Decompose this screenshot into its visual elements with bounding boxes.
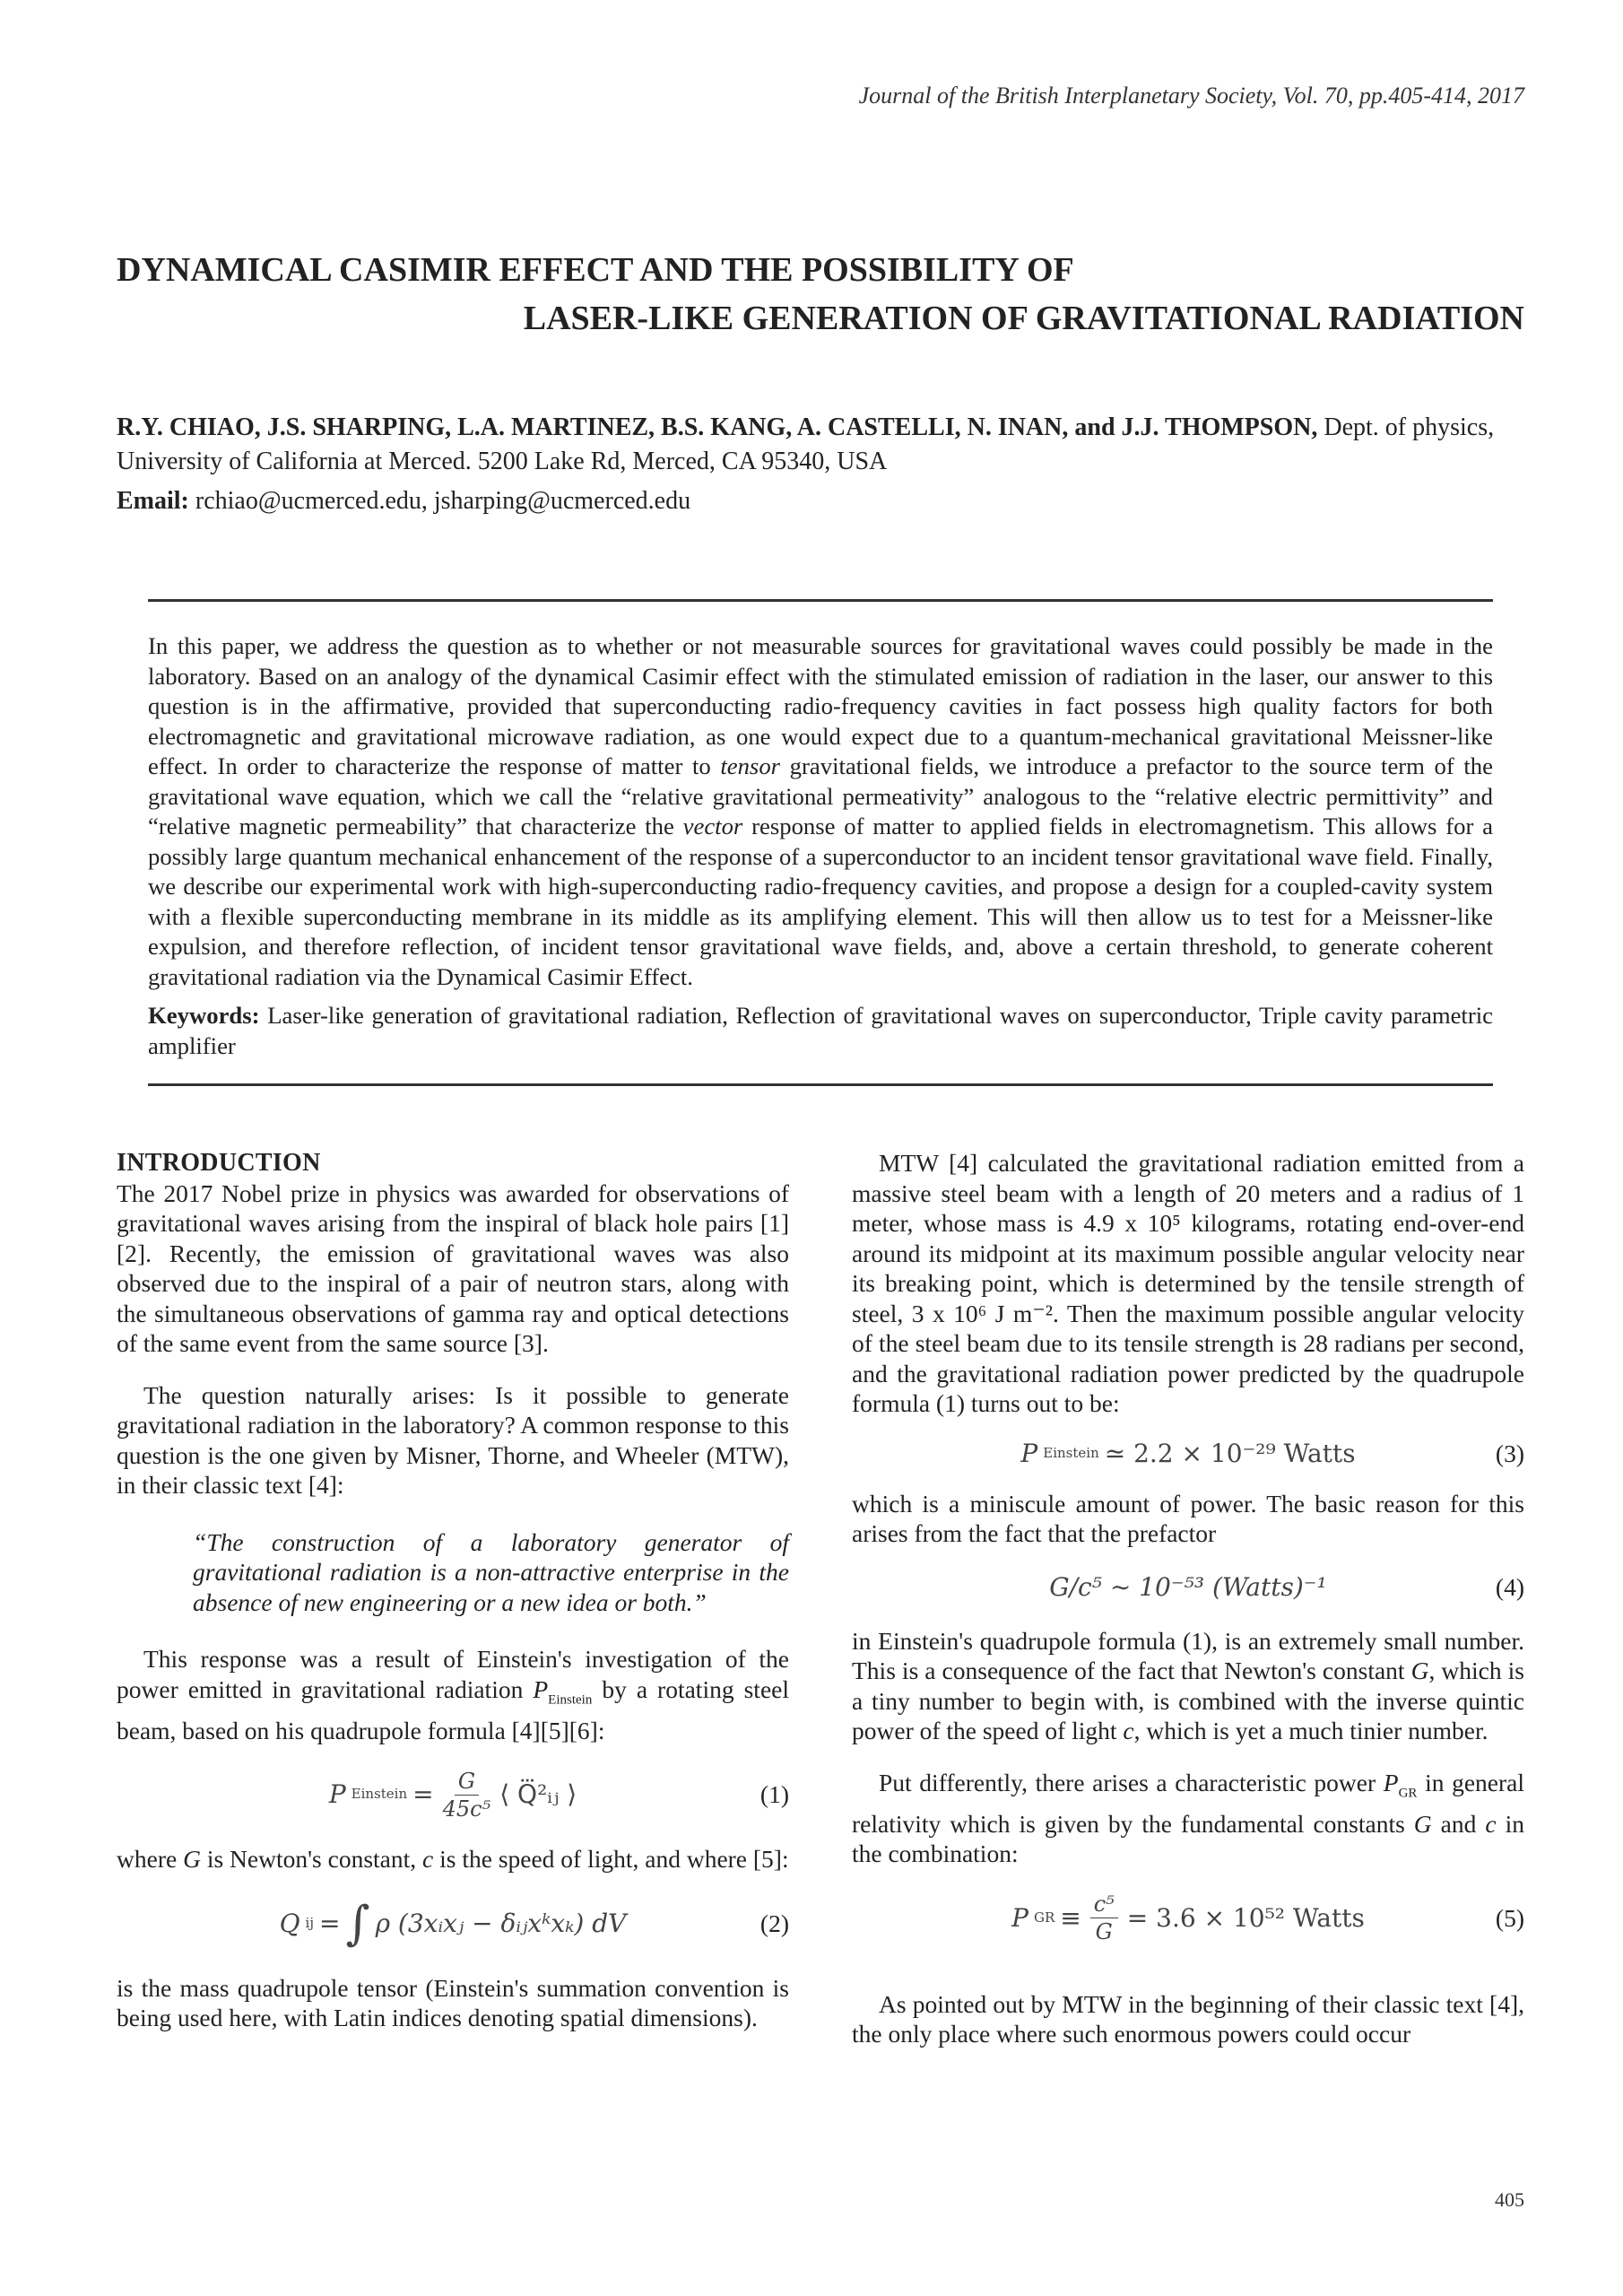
r-p4-text-b: in general relativity which is given by the fundamental constants (852, 1768, 1524, 1838)
eq1-numerator: G (455, 1768, 479, 1796)
eq5-symbol: P (1011, 1902, 1028, 1933)
page-number: 405 (1495, 2188, 1524, 2211)
r-p4-text-c: and (1431, 1809, 1486, 1838)
equation-4 (852, 1549, 1524, 1626)
intro-paragraph-1: The 2017 Nobel prize in physics was awarded for observations of gravitational waves arising from the inspiral of black hole pairs [1] [2]. Recently, the emission of gravitational waves was also observed due to the inspiral of a pair of neutron stars, along with the simultaneous observations of gamma ray and optical detections of the same event from the same source [3]. (117, 1178, 789, 1357)
equation-3-body (1020, 1439, 1355, 1469)
eq2-integral: ∫ (345, 1896, 370, 1951)
r-p4-text-d: in the combination: (852, 1809, 1524, 1867)
equation-5-number: (5) (1495, 1903, 1524, 1932)
p3-text-b: by a rotating steel beam, based on his quadrupole formula [4][5][6]: (117, 1674, 789, 1744)
right-paragraph-2: which is a miniscule amount of power. The basic reason for this arises from the fact that the prefactor (852, 1489, 1524, 1547)
eq3-symbol: P (1020, 1438, 1038, 1468)
eq5-sub: GR (1033, 1909, 1055, 1926)
eq5-numerator: c⁵ (1090, 1891, 1118, 1918)
left-column (117, 1148, 789, 2033)
title-line-1: DYNAMICAL CASIMIR EFFECT AND THE POSSIBILITY OF (117, 251, 1074, 289)
eq1-rhs: ⟨ Q⃛²ᵢⱼ ⟩ (499, 1779, 577, 1810)
equation-5-body (1011, 1891, 1365, 1945)
eq2-sub: ij (305, 1914, 314, 1931)
right-paragraph-3 (852, 1626, 1524, 1746)
p-einstein-subscript: Einstein (548, 1692, 593, 1707)
section-heading-introduction: INTRODUCTION (117, 1149, 321, 1177)
r-p4-symbol-G: G (1413, 1809, 1432, 1838)
author-block (117, 411, 1524, 479)
p4-text-c: is the speed of light, and where [5]: (433, 1845, 789, 1873)
email-label: Email: (117, 487, 189, 515)
keywords-label: Keywords: (148, 1002, 260, 1029)
eq5-rest: = 3.6 × 10⁵² Watts (1126, 1902, 1365, 1933)
abstract-top-rule (148, 599, 1493, 602)
keywords (148, 1001, 1493, 1061)
eq1-sub: Einstein (351, 1786, 408, 1803)
author-affiliation: Dept. of physics, University of California at Merced. 5200 Lake Rd, Merced, CA 95340, USA (117, 413, 1495, 475)
intro-paragraph-5: is the mass quadrupole tensor (Einstein's summation convention is being used here, with Latin indices denoting spatial dimensions). (117, 1973, 789, 2031)
r-p3-symbol-c: c (1123, 1717, 1134, 1744)
p4-text-b: is Newton's constant, (200, 1845, 423, 1873)
eq2-integrand: ρ (3xᵢxⱼ − δᵢⱼxᵏxₖ) dV (375, 1908, 627, 1938)
equation-2 (117, 1874, 789, 1973)
author-names: R.Y. CHIAO, J.S. SHARPING, L.A. MARTINEZ, B.S. KANG, A. CASTELLI, N. INAN, and J.J. THOMPSON, (117, 413, 1318, 441)
right-paragraph-5: As pointed out by MTW in the beginning of their classic text [4], the only place where such enormous powers could occur (852, 1989, 1524, 2048)
equation-2-number: (2) (759, 1909, 789, 1937)
p-einstein-symbol: P (533, 1674, 549, 1703)
r-p4-text-a: Put differently, there arises a characteristic power (879, 1768, 1384, 1796)
eq1-equals: = (412, 1779, 434, 1810)
r-p3-text-c: , which is yet a much tinier number. (1133, 1717, 1488, 1744)
abstract-bottom-rule (148, 1083, 1493, 1086)
r-p4-symbol-c: c (1485, 1809, 1497, 1838)
p4-text-a: where (117, 1845, 184, 1873)
abstract (148, 631, 1493, 1061)
r-p3-text-b: , which is a tiny number to begin with, is combined with the inverse quintic power of the speed of light (852, 1657, 1524, 1744)
abstract-text (148, 631, 1493, 992)
p-gr-subscript: GR (1398, 1786, 1418, 1800)
equation-1 (117, 1745, 789, 1844)
r-p3-text-a: in Einstein's quadrupole formula (1), is an extremely small number. This is a consequence of the fact that Newton's constant (852, 1626, 1524, 1684)
equation-1-number: (1) (759, 1780, 789, 1809)
p3-text-a: This response was a result of Einstein's investigation of the power emitted in gravitational radiation (117, 1645, 789, 1703)
eq2-equals: = (319, 1908, 341, 1938)
p4-symbol-G: G (183, 1845, 201, 1873)
keywords-text: Laser-like generation of gravitational radiation, Reflection of gravitational waves on superconductor, Triple cavity parametric amplifier (148, 1002, 1493, 1059)
equation-2-body (279, 1896, 627, 1951)
equation-1-body (329, 1768, 577, 1822)
journal-citation: Journal of the British Interplanetary Society, Vol. 70, pp.405-414, 2017 (858, 83, 1524, 109)
eq5-fraction (1090, 1891, 1118, 1945)
author-email (117, 484, 1524, 518)
right-paragraph-4 (852, 1768, 1524, 1869)
abstract-part-3: response of matter to applied fields in electromagnetism. This allows for a possibly large quantum mechanical enhancement of the response of a superconductor to an incident tensor gravitational wave field. Finally, we describe our experimental work with high-superconducting radio-frequency cavities, and propose a design for a coupled-cavity system with a flexible superconducting membrane in its middle as its amplifying element. This will then allow us to test for a Meissner-like expulsion, and therefore reflection, of incident tensor gravitational wave fields, and, above a certain threshold, to generate coherent gravitational radiation via the Dynamical Casimir Effect. (148, 813, 1493, 990)
eq5-equiv: ≡ (1060, 1902, 1081, 1933)
p4-symbol-c: c (422, 1845, 434, 1873)
equation-4-number: (4) (1495, 1572, 1524, 1601)
intro-paragraph-4 (117, 1844, 789, 1874)
eq3-rest: ≃ 2.2 × 10⁻²⁹ Watts (1104, 1438, 1356, 1468)
right-paragraph-1: MTW [4] calculated the gravitational radiation emitted from a massive steel beam with a length of 20 meters and a radius of 1 meter, whose mass is 4.9 x 10⁵ kilograms, rotating end-over-end around its midpoint at its maximum possible angular velocity near its breaking point, which is determined by the tensile strength of steel, 3 x 10⁶ J m⁻². Then the maximum possible angular velocity of the steel beam due to its tensile strength is 28 radians per second, and the gravitational radiation power predicted by the quadrupole formula (1) turns out to be: (852, 1149, 1524, 1417)
equation-3 (852, 1419, 1524, 1489)
equation-5 (852, 1869, 1524, 1968)
r-p3-symbol-G: G (1410, 1657, 1429, 1684)
abstract-part-2: gravitational fields, we introduce a prefactor to the source term of the gravitational wave equation, which we call the “relative gravitational permeativity” analogous to the “relative electric permittivity” and “relative magnetic permeability” that characterize the (148, 752, 1493, 839)
eq1-fraction (443, 1768, 491, 1822)
equation-4-body (1049, 1572, 1327, 1603)
abstract-part-1: In this paper, we address the question as to whether or not measurable sources for gravitational waves could possibly be made in the laboratory. Based on an analogy of the dynamical Casimir effect with the stimulated emission of radiation in the laser, our answer to this question is in the affirmative, provided that superconducting radio-frequency cavities in fact possess high quality factors for both electromagnetic and gravitational microwave radiation, as one would expect due to a quantum-mechanical gravitational Meissner-like effect. In order to characterize the response of matter to (148, 632, 1493, 779)
mtw-quote: “The construction of a laboratory generator of gravitational radiation is a non-attractive enterprise in the absence of new engineering or a new idea or both.” (193, 1527, 789, 1616)
eq2-lhs: Q (279, 1908, 300, 1938)
eq3-sub: Einstein (1043, 1444, 1099, 1461)
abstract-emphasis-vector: vector (682, 813, 743, 839)
email-addresses: rchiao@ucmerced.edu, jsharping@ucmerced.edu (188, 487, 691, 515)
eq1-lhs: P (328, 1779, 346, 1810)
p-gr-symbol: P (1383, 1768, 1399, 1796)
abstract-emphasis-tensor: tensor (720, 752, 781, 779)
right-column (852, 1148, 1524, 2049)
title-line-2: LASER-LIKE GENERATION OF GRAVITATIONAL RADIATION (523, 300, 1524, 337)
eq4-text: G/c⁵ ∼ 10⁻⁵³ (Watts)⁻¹ (1049, 1571, 1327, 1602)
intro-paragraph-3 (117, 1644, 789, 1745)
eq5-denominator: G (1095, 1919, 1113, 1944)
eq1-denominator: 45c⁵ (442, 1796, 491, 1822)
equation-3-number: (3) (1495, 1439, 1524, 1467)
intro-paragraph-2: The question naturally arises: Is it possible to generate gravitational radiation in the laboratory? A common response to this question is the one given by Misner, Thorne, and Wheeler (MTW), in their classic text [4]: (117, 1380, 789, 1499)
